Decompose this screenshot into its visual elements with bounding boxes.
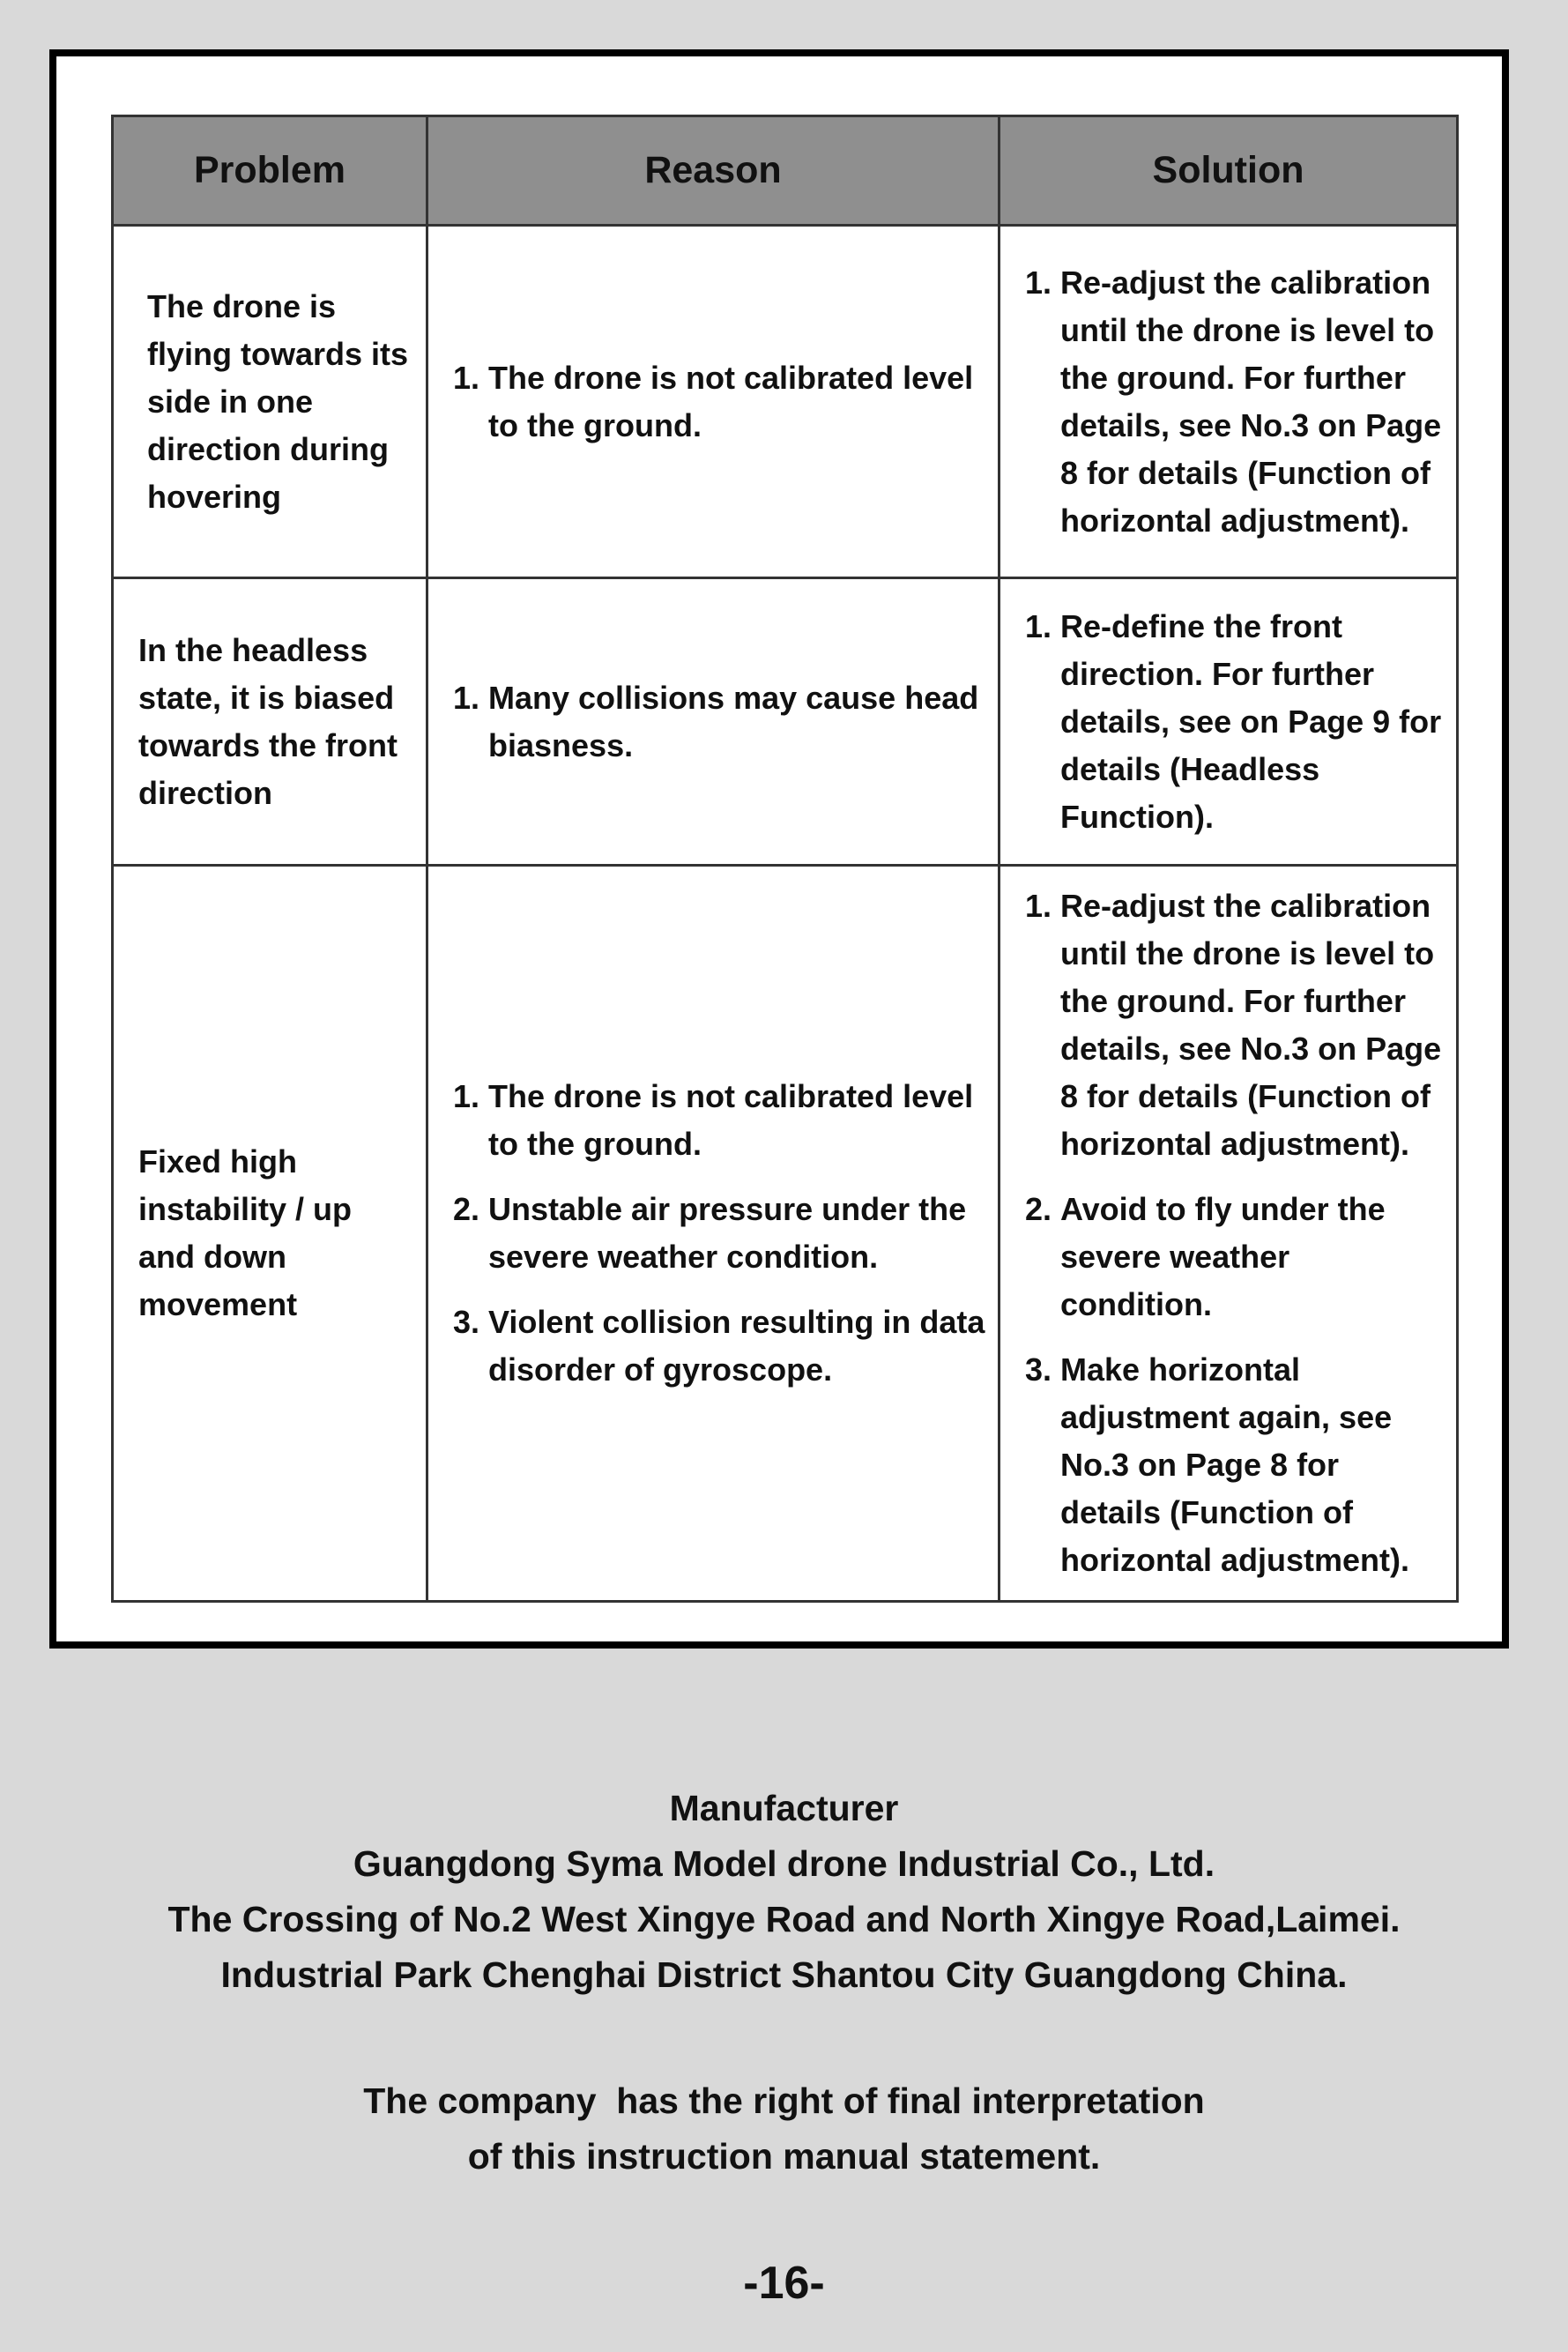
manufacturer-label: Manufacturer — [669, 1788, 899, 1828]
solution-number: 2. — [1025, 1191, 1052, 1227]
note-line-1: The company has the right of final interpretation — [363, 2080, 1205, 2121]
solution-number: 1. — [1025, 607, 1052, 644]
reason-text: Unstable air pressure under the severe weather condition. — [488, 1191, 967, 1275]
reason-item — [453, 354, 985, 450]
reason-text: The drone is not calibrated level to the ground. — [488, 359, 974, 443]
solution-number: 1. — [1025, 888, 1052, 924]
page-number: -16- — [743, 2258, 825, 2309]
reason-item — [453, 674, 985, 770]
interpretation-note — [0, 2073, 1568, 2185]
solution-number: 3. — [1025, 1351, 1052, 1388]
reason-text: Many collisions may cause head biasness. — [488, 679, 979, 763]
table-header-row — [113, 116, 1458, 226]
solution-cell — [1000, 226, 1458, 578]
solution-text: Make horizontal adjustment again, see No.3 on Page 8 for details (Function of horizontal adjustment). — [1060, 1351, 1409, 1578]
table-row — [113, 226, 1458, 578]
problem-cell: Fixed high instability / up and down movement — [113, 866, 427, 1602]
header-reason: Reason — [427, 116, 1000, 226]
solution-cell — [1000, 578, 1458, 866]
solution-item — [1025, 259, 1444, 545]
reason-number: 1. — [453, 679, 480, 716]
reason-item — [453, 1073, 985, 1168]
solution-cell — [1000, 866, 1458, 1602]
solution-item — [1025, 882, 1444, 1168]
table-row — [113, 578, 1458, 866]
reason-item — [453, 1186, 985, 1281]
reason-item — [453, 1299, 985, 1394]
solution-number: 1. — [1025, 264, 1052, 301]
company-name: Guangdong Syma Model drone Industrial Co., Ltd. — [353, 1843, 1215, 1884]
solution-item — [1025, 1346, 1444, 1584]
reason-cell — [427, 578, 1000, 866]
solution-text: Re-adjust the calibration until the drone is level to the ground. For further details, see No.3 on Page 8 for details (Function of horizontal adjustment). — [1060, 264, 1442, 539]
table-row — [113, 866, 1458, 1602]
reason-text: The drone is not calibrated level to the ground. — [488, 1078, 974, 1162]
reason-cell — [427, 866, 1000, 1602]
solution-text: Re-adjust the calibration until the drone is level to the ground. For further details, see No.3 on Page 8 for details (Function of horizontal adjustment). — [1060, 888, 1442, 1162]
reason-number: 3. — [453, 1304, 480, 1340]
reason-number: 2. — [453, 1191, 480, 1227]
reason-text: Violent collision resulting in data disorder of gyroscope. — [488, 1304, 985, 1388]
header-problem: Problem — [113, 116, 427, 226]
reason-cell — [427, 226, 1000, 578]
note-line-2: of this instruction manual statement. — [467, 2136, 1101, 2177]
manufacturer-block — [0, 1781, 1568, 2003]
reason-number: 1. — [453, 359, 480, 396]
address-line-2: Industrial Park Chenghai District Shantou City Guangdong China. — [220, 1954, 1348, 1995]
solution-text: Avoid to fly under the severe weather condition. — [1060, 1191, 1386, 1322]
header-solution: Solution — [1000, 116, 1458, 226]
reason-number: 1. — [453, 1078, 480, 1114]
solution-item — [1025, 603, 1444, 841]
solution-item — [1025, 1186, 1444, 1329]
problem-cell: In the headless state, it is biased towards the front direction — [113, 578, 427, 866]
troubleshooting-frame — [49, 49, 1509, 1649]
problem-cell: The drone is flying towards its side in one direction during hovering — [113, 226, 427, 578]
troubleshooting-table — [111, 115, 1459, 1603]
solution-text: Re-define the front direction. For further details, see on Page 9 for details (Headless Function). — [1060, 607, 1442, 835]
address-line-1: The Crossing of No.2 West Xingye Road and North Xingye Road,Laimei. — [167, 1899, 1401, 1939]
